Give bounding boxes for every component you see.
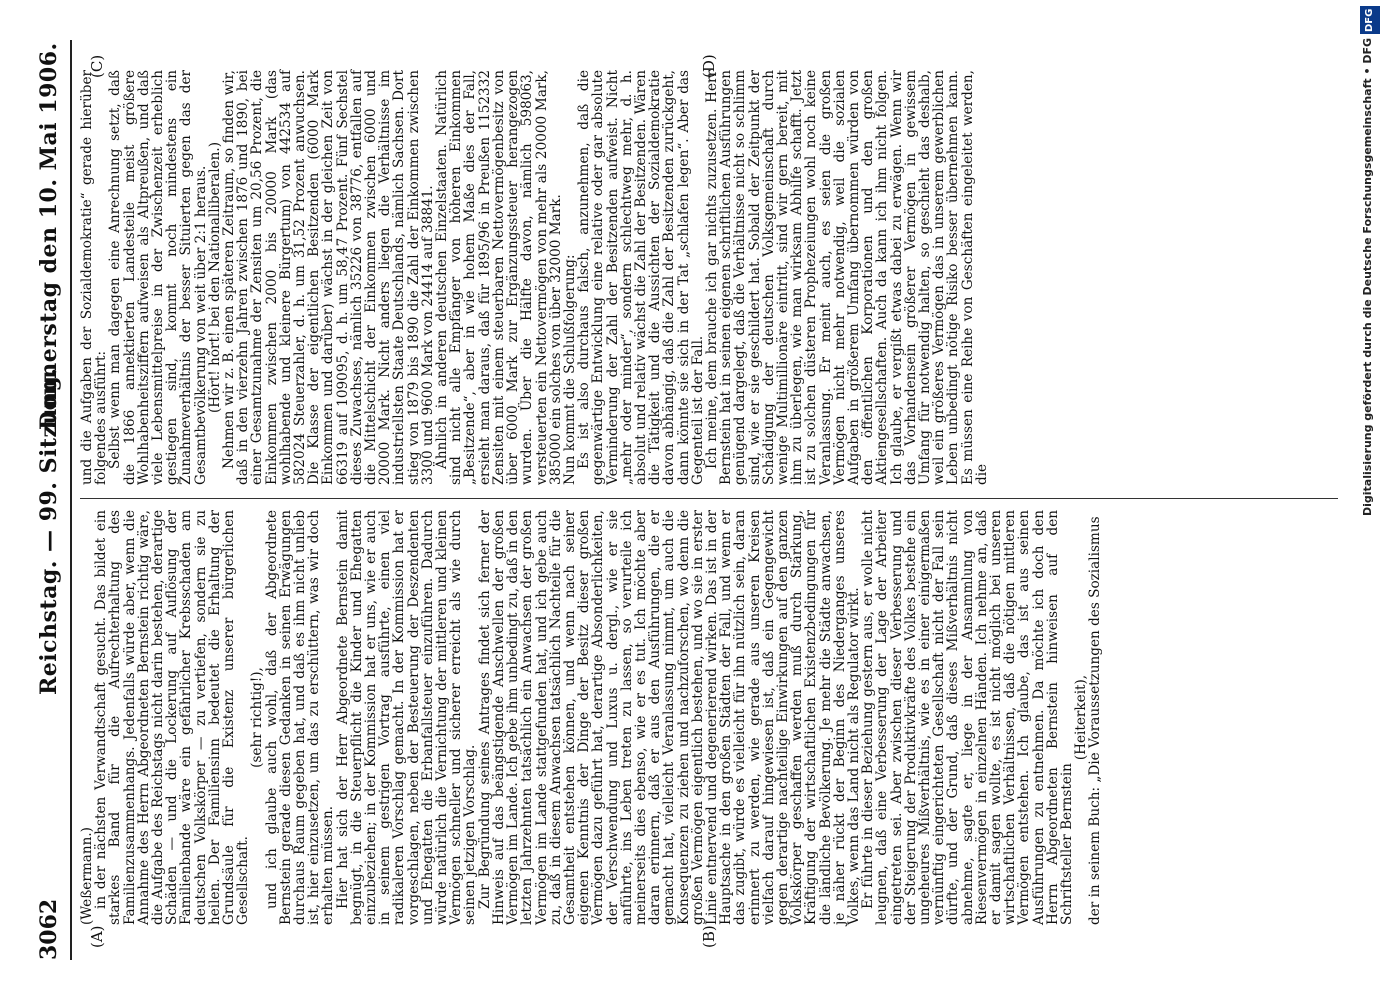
paragraph: Er führte in dieser Beziehung gestern aus, er wolle nicht leugnen, daß eine Verbesserung der Lage der Arbeiter eingetreten sei. Aber zwischen dieser Verbesserung und der Steigerung der Produktivkräfte des Volkes bestehe ein ungeheures Mißverhältnis, wie es in einer einigermaßen vernünftig eingerichteten Gesellschaft nicht der Fall sein dürfte, und der Grund, daß dieses Mißverhältnis nicht abnehme, sagte er, liege in der Ansammlung von Riesenvermögen in einzelnen Händen. Ich nehme an, daß er damit sagen wollte, es ist nicht möglich bei unseren wirtschaftlichen Verhältnissen, daß die nötigen mittleren Vermögen entstehen. Ich glaube, das ist aus seinen Ausführungen zu entnehmen. Da möchte ich doch den Herrn Abgeordneten Bernstein hinweisen auf den Schriftsteller Bernstein <box>860 510 1076 925</box>
interjection: (sehr richtig!), <box>249 667 266 768</box>
paragraph: Nun kommt die Schlußfolgerung: <box>561 254 578 485</box>
dfg-logo-icon: DFG <box>1360 6 1380 34</box>
paragraph: der in seinem Buch: „Die Voraussetzungen des Sozialismus <box>1087 516 1104 925</box>
quote-paragraph: Selbst wenn man dagegen eine Anrechnung setzt, daß die 1866 annektierten Landesteile meist größere Wohlhabenheitsziffern aufweisen als Altpreußen, und daß viele Lebensmittelpreise in der Zwischenzeit erheblich gestiegen sind, kommt noch mindestens ein Zunahmeverhältnis der besser Situierten gegen das der Gesamtbevölkerung von weit über 2:1 heraus. <box>107 70 209 485</box>
paragraph: Hier hat sich der Herr Abgeordnete Bernstein damit begnügt, in die Steuerpflicht die Kinder und Ehegatten einzubeziehen; in der Kommission hat er uns, wie er auch in seinem gestrigen Vortrag ausführte, einen viel radikaleren Vorschlag gemacht. In der Kommission hat er vorgeschlagen, neben der Besteuerung der Deszendenten und Ehegatten die Erbanfallsteuer einzuführen. Dadurch würde natürlich die Vernichtung der mittleren und kleinen Vermögen schneller und sicherer erreicht als wie durch seinen jetzigen Vorschlag. <box>334 510 479 925</box>
margin-mark-b: (B) <box>700 925 718 948</box>
quote-paragraph: Nehmen wir z. B. einen späteren Zeitraum, so finden wir, daß in den vierzehn Jahren zwischen 1876 und 1890, bei einer Gesamtzunahme der Zensiten um 20,56 Prozent, die Einkommen zwischen 2000 bis 20000 Mark (das wohlhabende und kleinere Bürgertum) von 442534 auf 582024 Steuerzahler, d. h. um 31,52 Prozent anwuchsen. Die Klasse der eigentlichen Besitzenden (6000 Mark Einkommen und darüber) wächst in der gleichen Zeit von 66319 auf 109095, d. h. um 58,47 Prozent. Fünf Sechstel dieses Zuwachses, nämlich 35226 von 38776, entfallen auf die Mittelschicht der Einkommen zwischen 6000 und 20000 Mark. Nicht anders liegen die Verhältnisse im industriellsten Staate Deutschlands, nämlich Sachsen. Dort stieg von 1879 bis 1890 die Zahl der Einkommen zwischen 3300 und 9600 Mark von 24414 auf 38841. <box>221 70 436 485</box>
header-left-title: Reichstag. — 99. Sitzung. <box>36 367 62 695</box>
speaker-note: (Weßermann.) <box>79 827 95 925</box>
paragraph: Zur Begründung seines Antrages findet sich ferner der Hinweis auf das beängstigende Anschwellen der großen Vermögen im Lande. Ich gebe ihm unbedingt zu, daß in den letzten Jahrzehnten tatsächlich ein Anwachsen der großen Vermögen im Lande stattgefunden hat, und ich gebe auch zu, daß in diesem Anwachsen tatsächlich Nachteile für die Gesamtheit entstehen können, und wenn nach seiner eigenen Kenntnis der Dinge der Besitz dieser großen Vermögen dazu geführt hat, derartige Absonderlichkeiten, der Verschwendung und Luxus u. dergl., wie er sie anführte, ins Leben treten zu lassen, so verurteile ich meinerseits dies ebenso, wie er es tut. Ich möchte aber daran erinnern, daß er aus den Ausführungen, die er gemacht hat, vielleicht Veranlassung nimmt, um auch die Konsequenzen zu ziehen und nachzuforschen, wo denn die großen Vermögen eigentlich bestehen, und wo sie in erster Linie entnervend und degenerierend wirken. Das ist in der Hauptsache in den großen Städten der Fall, und wenn er das zugibt, würde es vielleicht für ihn nützlich sein, daran erinnert zu werden, wie gerade aus unseren Kreisen vielfach darauf hingewiesen ist, daß ein Gegengewicht gegen derartige nachteilige Einwirkungen auf den ganzen Volkskörper geschaffen werden muß durch Stärkung, Kräftigung der wirtschaftlichen Existenzbedingungen für die ländliche Bevölkerung. Je mehr die Städte anwachsen, je näher rückt der Beginn des Niederganges unseres Volkes, wenn das Land nicht als Regulator wirkt. <box>476 510 862 925</box>
digitization-credit <box>1359 0 1381 1000</box>
page-header <box>26 40 72 960</box>
paragraph: und ich glaube auch wohl, daß der Abgeordnete Bernstein gerade diesen Gedanken in seinen Erwägungen durchaus Raum gegeben hat, und daß es ihm nicht unlieb ist, hier einzusetzen, um das zu erschüttern, was wir doch erhalten müssen. <box>263 510 337 925</box>
credit-text: Digitalisierung gefördert durch die Deutsche Forschungsgemeinschaft • DFG <box>1361 38 1374 517</box>
column-divider <box>80 498 1338 499</box>
interjection: (Hört! hört! bei den Nationalliberalen.) <box>206 141 223 414</box>
interjection: (Heiterkeit), <box>1073 674 1090 761</box>
quote-paragraph: Ähnlich in anderen deutschen Einzelstaaten. Natürlich sind nicht alle Empfänger von höheren Einkommen „Besitzende“, aber in wie hohem Maße dies der Fall, ersieht man daraus, daß für 1895/96 in Preußen 1152332 Zensiten mit einem steuerbaren Nettovermögenbesitz von über 6000 Mark zur Ergänzungssteuer herangezogen wurden. Über die Hälfte davon, nämlich 598063, versteuerten ein Nettovermögen von mehr als 20000 Mark, 385000 ein solches von über 32000 Mark. <box>434 70 564 485</box>
margin-mark-a: (A) <box>88 925 106 948</box>
quote-paragraph: Es ist also durchaus falsch, anzunehmen, daß die gegenwärtige Entwicklung eine relative oder gar absolute Verminderung der Zahl der Besitzenden aufweist. Nicht „mehr oder minder“, sondern schlechtweg mehr, d. h. absolut und relativ wächst die Zahl der Besitzenden. Wären die Tätigkeit und die Aussichten der Sozialdemokratie davon abhängig, daß die Zahl der Besitzenden zurückgeht, dann könnte sie sich in der Tat „schlafen legen“. Aber das Gegenteil ist der Fall. <box>576 70 706 485</box>
paragraph: und die Aufgaben der Sozialdemokratie“ gerade hierüber folgendes ausführt: <box>79 70 110 485</box>
margin-mark-c: (C) <box>88 54 106 78</box>
header-right-title: Donnerstag den 10. Mai 1906. <box>36 42 62 430</box>
left-text-column <box>80 510 1103 925</box>
right-text-column <box>80 70 989 485</box>
paragraph: in der nächsten Verwandtschaft gesucht. Das bildet ein starkes Band für die Aufrechterhaltung des Familienzusammenhangs. Jedenfalls würde aber, wenn die Annahme des Herrn Abgeordneten Bernstein richtig wäre, die Aufgabe des Reichstags nicht darin bestehen, derartige Schäden — und die Lockerung auf Auflösung der Familienbande wäre ein gefährlicher Krebsschaden am deutschen Volkskörper — zu vertiefen, sondern sie zu heilen. Der Familiensinn bedeutet die Erhaltung der Grundsäule für die Existenz unserer bürgerlichen Gesellschaft. <box>93 510 252 925</box>
margin-mark-d: (D) <box>700 54 718 78</box>
page-number: 3062 <box>36 898 62 960</box>
header-rule <box>70 40 72 960</box>
paragraph: Ich meine, dem brauche ich gar nichts zuzusetzen. Herr Bernstein hat in seinen eigenen schriftlichen Ausführungen genügend dargelegt, daß die Verhältnisse nicht so schlimm sind, wie er sie geschildert hat. Sobald der Zeitpunkt der Schädigung der deutschen Volksgemeinschaft durch wenige Multimillionäre eintritt, sind wir gern bereit, mit ihm zu überlegen, wie man wirksam Abhilfe schafft. Jetzt ist zu solchen düsteren Prophezeiungen wohl noch keine Veranlassung. Er meint auch, es seien die großen Vermögen nicht mehr notwendig, weil die sozialen Aufgaben in größerem Umfang übernommen würden von den öffentlichen Korporationen und den großen Aktiengesellschaften. Auch da kann ich ihm nicht folgen. Ich glaube, er vergißt etwas dabei zu erwägen. Wenn wir das Vorhandensein größerer Vermögen in gewissem Umfang für notwendig halten, so geschieht das deshalb, weil ein größeres Vermögen das in unserem gewerblichen Leben unbedingt nötige Risiko besser übernehmen kann. Es müssen eine Reihe von Geschäften eingeleitet werden, die <box>703 70 990 485</box>
